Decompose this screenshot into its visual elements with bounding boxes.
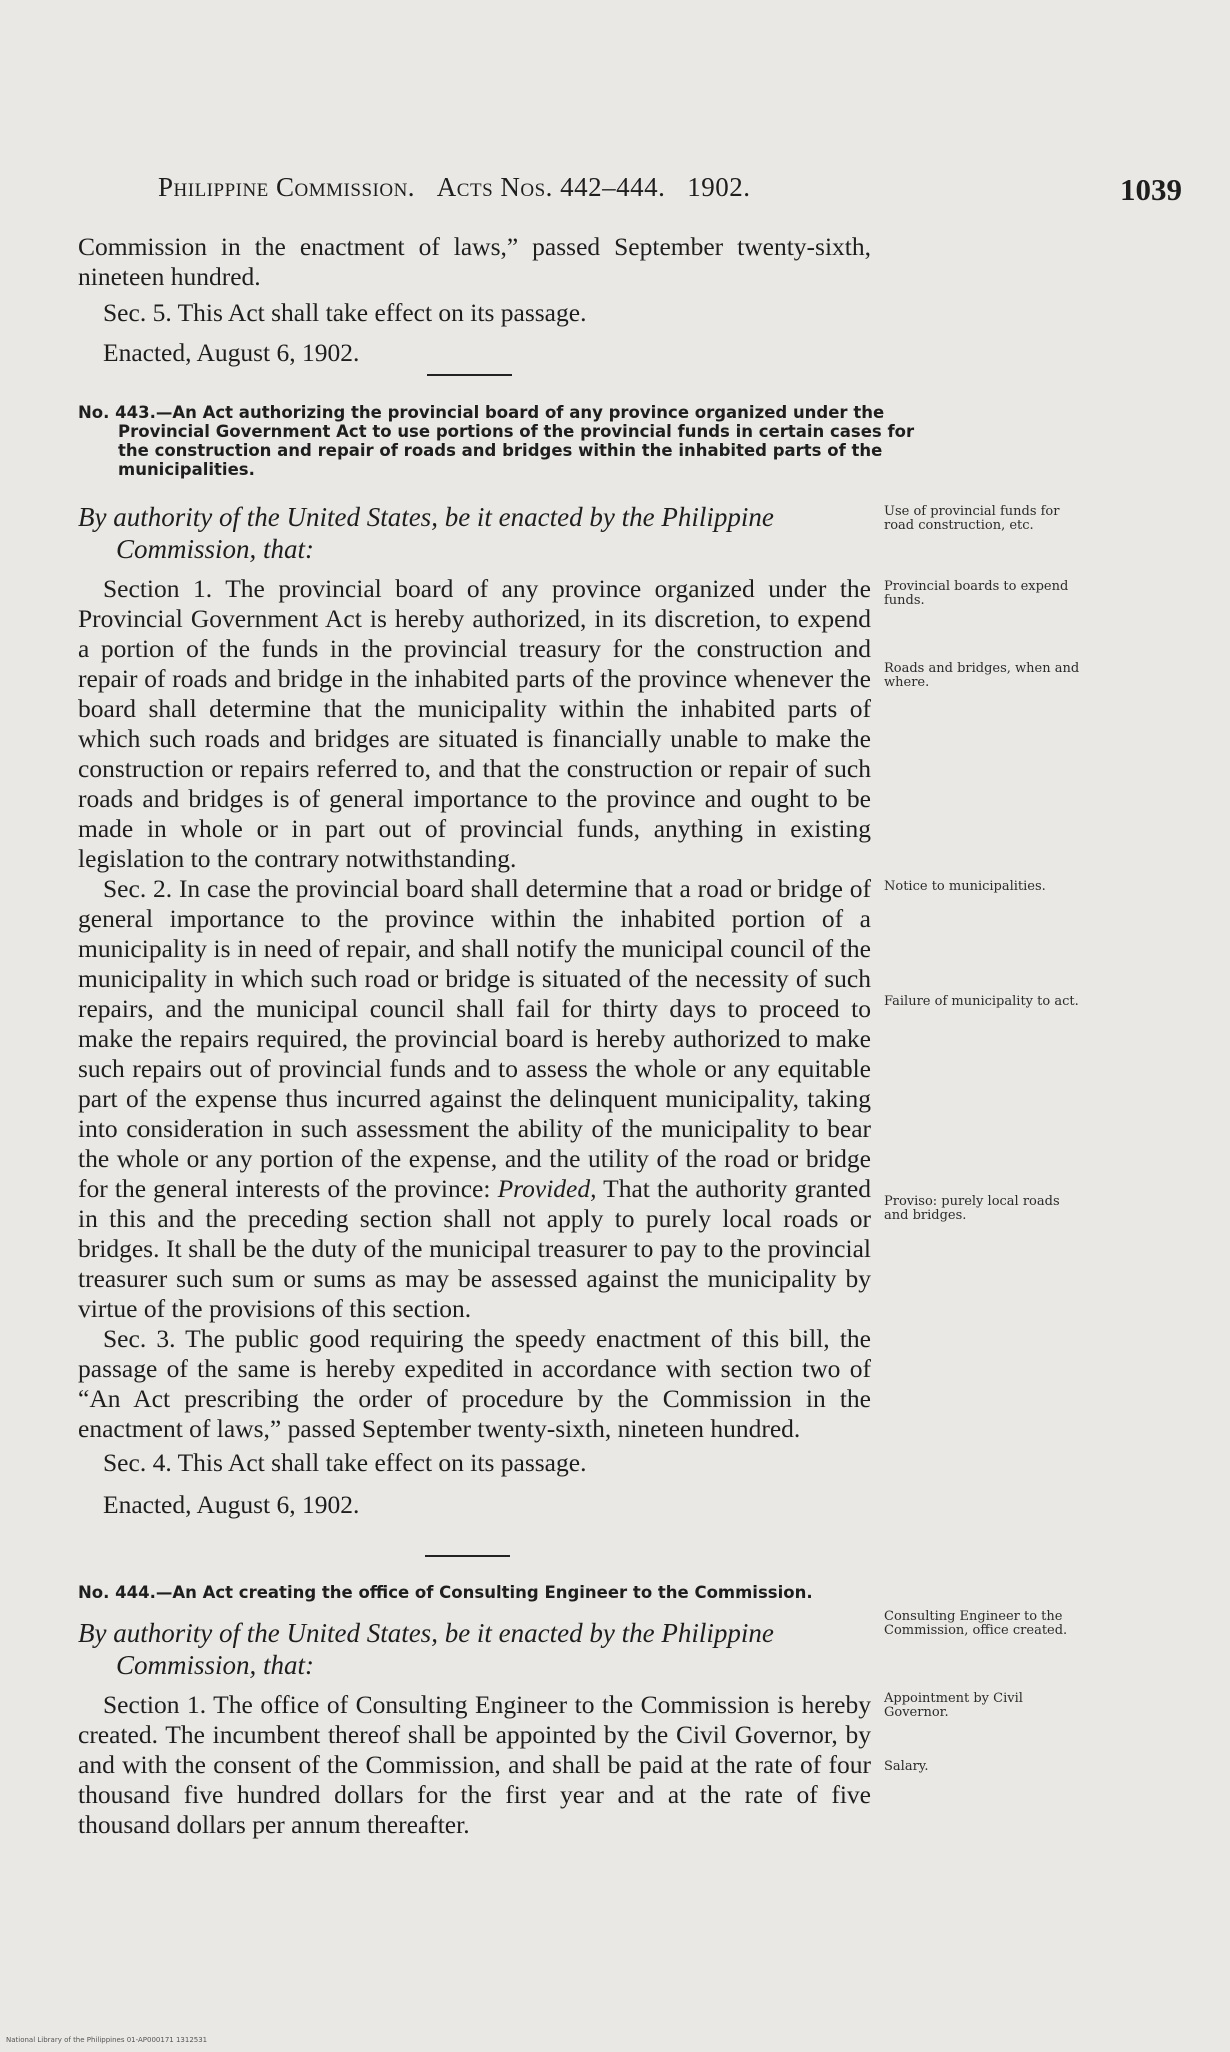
act-443-section-2 xyxy=(78,874,871,1324)
margin-note-proviso: Proviso: purely local roads and bridges. xyxy=(884,1194,1060,1223)
act-443-section-2-text: Sec. 2. In case the provincial board shall determine that a road or bridge of general importance to the province within the inhabited portion of a municipality is in need of repair, and shall notify the municipal council of the municipality in which such road or bridge is situated of the necessity of such repairs, and the municipal council shall fail for thirty days to proceed to make the repairs required, the provincial board is hereby authorized to make such repairs out of provincial funds and to assess the whole or any equitable part of the expense thus incurred against the delinquent municipality, taking into consideration in such assessment the ability of the municipality to bear the whole or any portion of the expense, and the utility of the road or bridge for the general interests of the province: xyxy=(78,874,871,1203)
act-444-body xyxy=(78,1690,871,1840)
margin-note-notice: Notice to municipalities. xyxy=(884,879,1046,894)
act-443-section-4: Sec. 4. This Act shall take effect on its passage. xyxy=(103,1448,587,1477)
act-443-enacting-line-1: By authority of the United States, be it enacted by the Philippine xyxy=(78,502,774,532)
margin-note-roads-bridges: Roads and bridges, when and where. xyxy=(884,661,1080,690)
act-443-section-3: Sec. 3. The public good requiring the speedy enactment of this bill, the passage of the same is hereby expedited in accordance with section two of “An Act prescribing the order of procedure by the Commission in the enactment of laws,” passed September twenty-sixth, nineteen hundred. xyxy=(78,1324,871,1443)
act-443-enacting-line-2: Commission, that: xyxy=(116,534,315,564)
page-number: 1039 xyxy=(1120,172,1182,207)
act-443-section-2-proviso-text: That the authority granted in this and the preceding section shall not apply to purely local roads or bridges. It shall be the duty of the municipal treasurer to pay to the provincial treasurer such sum or sums as may be assessed against the municipality by virtue of the provisions of this section. xyxy=(78,1174,871,1323)
margin-note-failure: Failure of municipality to act. xyxy=(884,994,1079,1009)
act-444-enacting-clause xyxy=(78,1617,878,1681)
margin-note-appointment: Appointment by Civil Governor. xyxy=(884,1691,1023,1720)
act-444-enacting-line-1: By authority of the United States, be it enacted by the Philippine xyxy=(78,1618,774,1648)
act-442-continuation: Commission in the enactment of laws,” passed September twenty-sixth, nineteen hundred. xyxy=(78,232,871,291)
running-head-commission: Philippine Commission. xyxy=(158,172,416,202)
section-divider xyxy=(425,1555,510,1557)
act-444-title: No. 444.—An Act creating the office of Consulting Engineer to the Commission. xyxy=(78,1583,813,1602)
act-443-body xyxy=(78,574,871,1520)
act-442-section-5: Sec. 5. This Act shall take effect on its passage. xyxy=(103,298,587,327)
margin-note-consulting-engineer: Consulting Engineer to the Commission, office created. xyxy=(884,1609,1068,1638)
act-442-enacted: Enacted, August 6, 1902. xyxy=(103,338,360,367)
act-443-enacted: Enacted, August 6, 1902. xyxy=(103,1490,360,1519)
margin-note-boards-expend: Provincial boards to expend funds. xyxy=(884,579,1069,608)
act-443-enacting-clause xyxy=(78,501,878,565)
act-443-section-1: Section 1. The provincial board of any province organized under the Provincial Government Act is hereby authorized, in its discretion, to expend a portion of the funds in the provincial treasury for the construction and repair of roads and bridge in the inhabited parts of the province whenever the board shall determine that the municipality within the inhabited parts of which such roads and bridges are situated is financially unable to make the construction or repairs referred to, and that the construction or repair of such roads and bridges is of general importance to the province and ought to be made in whole or in part out of provincial funds, anything in existing legislation to the contrary notwithstanding. xyxy=(78,574,871,873)
section-divider xyxy=(427,374,512,376)
act-442-tail xyxy=(78,232,871,368)
margin-note-use-of-funds: Use of provincial funds for road construction, etc. xyxy=(884,504,1060,533)
running-head-acts: Acts Nos. 442–444. xyxy=(436,172,666,202)
act-443-title: No. 443.—An Act authorizing the provincial board of any province organized under the Provincial Government Act to use portions of the provincial funds in certain cases for the construction and repair of roads and bridges within the inhabited parts of the municipalities. xyxy=(78,403,915,479)
archive-stamp: National Library of the Philippines 01-AP000171 1312531 xyxy=(6,2036,208,2044)
act-444-enacting-line-2: Commission, that: xyxy=(116,1650,315,1680)
act-444-section-1: Section 1. The office of Consulting Engineer to the Commission is hereby created. The incumbent thereof shall be appointed by the Civil Governor, by and with the consent of the Commission, and shall be paid at the rate of four thousand five hundred dollars for the first year and at the rate of five thousand dollars per annum thereafter. xyxy=(78,1690,871,1839)
running-head xyxy=(158,172,750,203)
act-443-provided: Provided, xyxy=(497,1174,597,1203)
running-head-year: 1902. xyxy=(687,172,751,202)
margin-note-salary: Salary. xyxy=(884,1759,929,1774)
